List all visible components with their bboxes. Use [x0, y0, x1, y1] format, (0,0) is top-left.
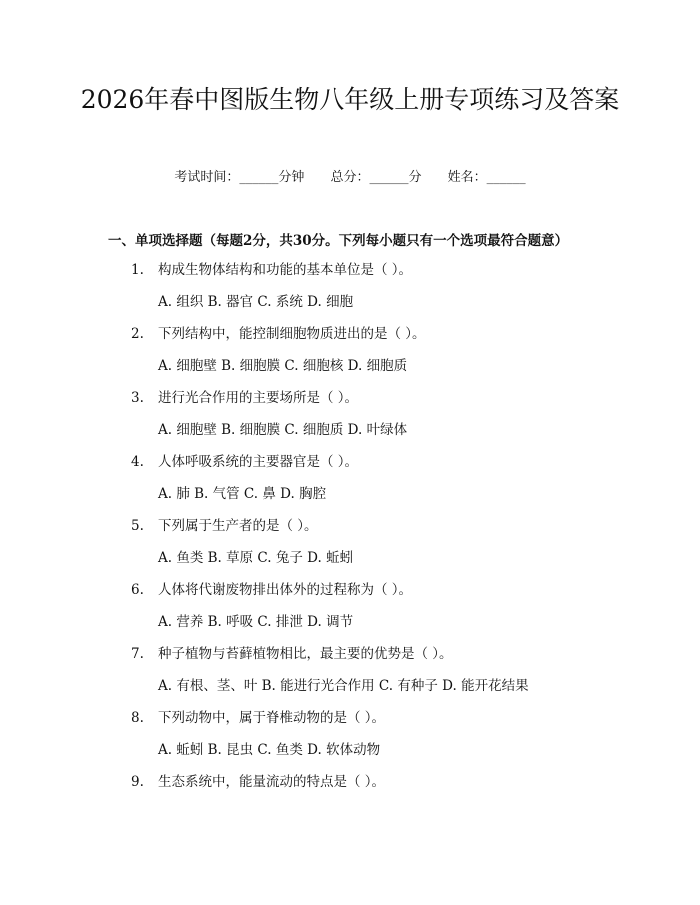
question-number: 4.: [131, 454, 144, 470]
student-name-field: 姓名：______: [447, 170, 526, 185]
question-item: [0, 452, 700, 516]
question-number: 9.: [131, 774, 144, 790]
question-stem: 进行光合作用的主要场所是（ ）。: [158, 390, 359, 406]
question-item: [0, 708, 700, 772]
exam-time-field: 考试时间：______分钟: [174, 170, 305, 185]
question-number: 2.: [131, 326, 144, 342]
total-score-field: 总分：______分: [330, 170, 422, 185]
question-number: 7.: [131, 646, 144, 662]
question-number: 5.: [131, 518, 144, 534]
question-options: A. 细胞壁 B. 细胞膜 C. 细胞质 D. 叶绿体: [158, 422, 408, 438]
question-stem: 种子植物与苔藓植物相比，最主要的优势是（ ）。: [158, 646, 453, 662]
question-options: A. 鱼类 B. 草原 C. 兔子 D. 蚯蚓: [158, 550, 354, 566]
document-title: 2026年春中图版生物八年级上册专项练习及答案: [80, 85, 620, 114]
question-item: [0, 324, 700, 388]
question-item: [0, 260, 700, 324]
question-options: A. 营养 B. 呼吸 C. 排泄 D. 调节: [158, 614, 354, 630]
question-stem: 人体将代谢废物排出体外的过程称为（ ）。: [158, 582, 413, 598]
question-stem: 下列属于生产者的是（ ）。: [158, 518, 318, 534]
question-item: [0, 644, 700, 708]
question-stem: 构成生物体结构和功能的基本单位是（ ）。: [158, 262, 413, 278]
question-options: A. 组织 B. 器官 C. 系统 D. 细胞: [158, 294, 354, 310]
question-item: [0, 516, 700, 580]
question-item: [0, 388, 700, 452]
question-number: 6.: [131, 582, 144, 598]
question-options: A. 有根、茎、叶 B. 能进行光合作用 C. 有种子 D. 能开花结果: [158, 678, 529, 694]
question-list: [0, 260, 700, 804]
question-number: 3.: [131, 390, 144, 406]
question-item: [0, 580, 700, 644]
exam-meta: [0, 168, 700, 188]
question-stem: 下列结构中，能控制细胞物质进出的是（ ）。: [158, 326, 426, 342]
question-item: [0, 772, 700, 804]
question-options: A. 细胞壁 B. 细胞膜 C. 细胞核 D. 细胞质: [158, 358, 408, 374]
question-options: A. 蚯蚓 B. 昆虫 C. 鱼类 D. 软体动物: [158, 742, 381, 758]
question-stem: 下列动物中，属于脊椎动物的是（ ）。: [158, 710, 386, 726]
question-stem: 生态系统中，能量流动的特点是（ ）。: [158, 774, 386, 790]
question-options: A. 肺 B. 气管 C. 鼻 D. 胸腔: [158, 486, 327, 502]
question-number: 8.: [131, 710, 144, 726]
section-heading: 一、单项选择题（每题2分，共30分。下列每小题只有一个选项最符合题意）: [108, 233, 569, 249]
question-number: 1.: [131, 262, 144, 278]
question-stem: 人体呼吸系统的主要器官是（ ）。: [158, 454, 359, 470]
